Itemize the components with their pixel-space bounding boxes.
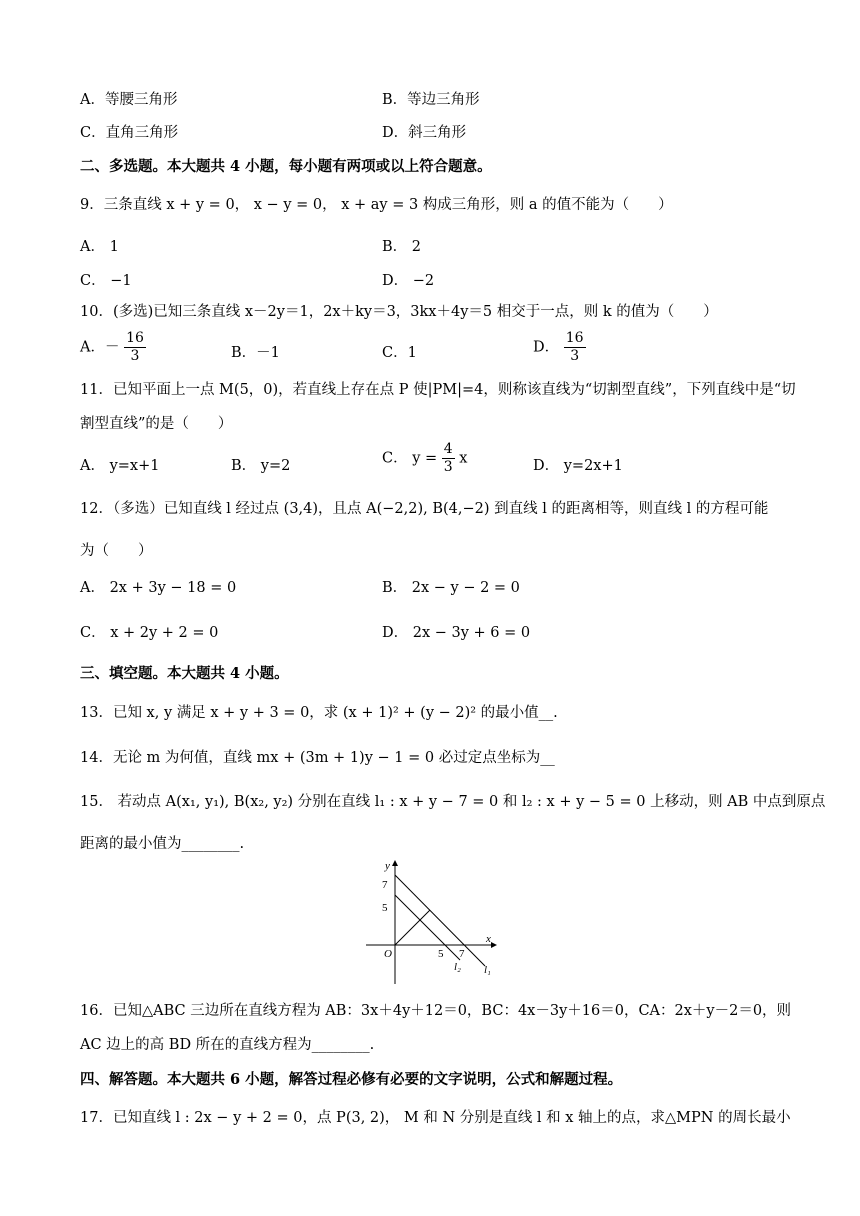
q10-stem: 10．(多选)已知三条直线 x－2y＝1，2x＋ky＝3，3kx＋4y＝5 相交于一点，则 k 的值为（ ） — [80, 304, 718, 320]
q9-option-d: D． −2 — [382, 273, 435, 289]
fraction-denominator: 3 — [130, 348, 140, 364]
q12-stem-line1: 12．（多选）已知直线 l 经过点 (3,4)，且点 A(−2,2), B(4,−2) 到直线 l 的距离相等，则直线 l 的方程可能 — [80, 501, 769, 517]
x-axis-label: x — [486, 933, 491, 945]
y-axis-arrow — [392, 860, 398, 866]
y-tick-5: 5 — [382, 902, 388, 914]
q11-stem-line1: 11．已知平面上一点 M(5，0)，若直线上存在点 P 使|PM|=4，则称该直线为“切割型直线”，下列直线中是“切 — [80, 382, 796, 398]
q16-stem-line1: 16．已知△ABC 三边所在直线方程为 AB：3x＋4y＋12＝0，BC：4x－3y＋16＝0，CA：2x＋y－2＝0，则 — [80, 1003, 792, 1019]
line-l2 — [395, 895, 460, 960]
q12-option-b: B． 2x − y − 2 = 0 — [382, 580, 520, 596]
q10-option-a — [80, 330, 146, 365]
q11-option-c-fraction — [442, 441, 455, 476]
q8-option-d: D．斜三角形 — [382, 125, 467, 141]
q12-option-a: A． 2x + 3y − 18 = 0 — [80, 580, 237, 596]
q15-stem-line1: 15． 若动点 A(x₁, y₁), B(x₂, y₂) 分别在直线 l₁ : x + y − 7 = 0 和 l₂ : x + y − 5 = 0 上移动，则 AB 中点到原点 — [80, 794, 826, 810]
q10-option-a-prefix: A．－ — [80, 339, 120, 356]
section-3-heading: 三、填空题。本大题共 4 小题。 — [80, 665, 289, 682]
q8-option-c: C．直角三角形 — [80, 125, 179, 141]
x-tick-7: 7 — [459, 948, 465, 960]
q8-option-a: A．等腰三角形 — [80, 92, 178, 108]
q8-option-b: B．等边三角形 — [382, 92, 480, 108]
l2-label: l₂ — [454, 961, 461, 973]
section-2-heading: 二、多选题。本大题共 4 小题，每小题有两项或以上符合题意。 — [80, 158, 492, 175]
q9-stem: 9．三条直线 x + y = 0， x − y = 0， x + ay = 3 构成三角形，则 a 的值不能为（ ） — [80, 197, 673, 213]
q9-option-c: C． −1 — [80, 273, 132, 289]
q11-option-c — [382, 441, 467, 476]
q17-stem: 17．已知直线 l : 2x − y + 2 = 0，点 P(3, 2)， M 和 N 分别是直线 l 和 x 轴上的点，求△MPN 的周长最小 — [80, 1110, 791, 1126]
y-axis-label: y — [385, 860, 390, 872]
q10-option-d-fraction — [564, 330, 586, 365]
q11-option-a: A． y=x+1 — [80, 458, 160, 474]
q12-option-c: C． x + 2y + 2 = 0 — [80, 625, 219, 641]
q15-figure — [358, 856, 503, 986]
x-tick-5: 5 — [438, 948, 444, 960]
q10-option-c: C．1 — [382, 345, 417, 361]
q9-option-b: B． 2 — [382, 239, 421, 255]
fraction-numerator: 16 — [126, 330, 144, 346]
y-tick-7: 7 — [382, 879, 388, 891]
x-axis-arrow — [491, 942, 497, 948]
q11-option-c-suffix: x — [459, 450, 468, 467]
fraction-denominator: 3 — [443, 459, 453, 475]
q14-stem: 14．无论 m 为何值，直线 mx + (3m + 1)y − 1 = 0 必过定点坐标为__ — [80, 750, 555, 766]
q16-stem-line2: AC 边上的高 BD 所在的直线方程为________. — [80, 1037, 375, 1053]
section-4-heading: 四、解答题。本大题共 6 小题，解答过程必修有必要的文字说明，公式和解题过程。 — [80, 1071, 623, 1088]
q11-option-c-prefix: C． y = — [382, 450, 438, 467]
q15-stem-line2: 距离的最小值为________. — [80, 836, 245, 852]
origin-label: O — [384, 948, 392, 960]
q11-stem-line2: 割型直线”的是（ ） — [80, 416, 233, 432]
perpendicular-segment — [395, 910, 430, 945]
q13-stem: 13．已知 x, y 满足 x + y + 3 = 0，求 (x + 1)² + (y − 2)² 的最小值__. — [80, 705, 558, 721]
q11-option-d: D． y=2x+1 — [533, 458, 623, 474]
q10-option-d — [533, 330, 586, 365]
q12-option-d: D． 2x − 3y + 6 = 0 — [382, 625, 531, 641]
q12-stem-line2: 为（ ） — [80, 543, 153, 559]
q9-option-a: A． 1 — [80, 239, 119, 255]
fraction-numerator: 16 — [565, 330, 584, 346]
fraction-denominator: 3 — [570, 348, 580, 364]
q10-option-a-fraction — [124, 330, 146, 365]
q10-option-d-prefix: D． — [533, 339, 560, 356]
q10-option-b: B．－1 — [231, 345, 280, 361]
q11-option-b: B． y=2 — [231, 458, 291, 474]
l1-label: l₁ — [484, 964, 491, 976]
fraction-numerator: 4 — [443, 441, 453, 457]
